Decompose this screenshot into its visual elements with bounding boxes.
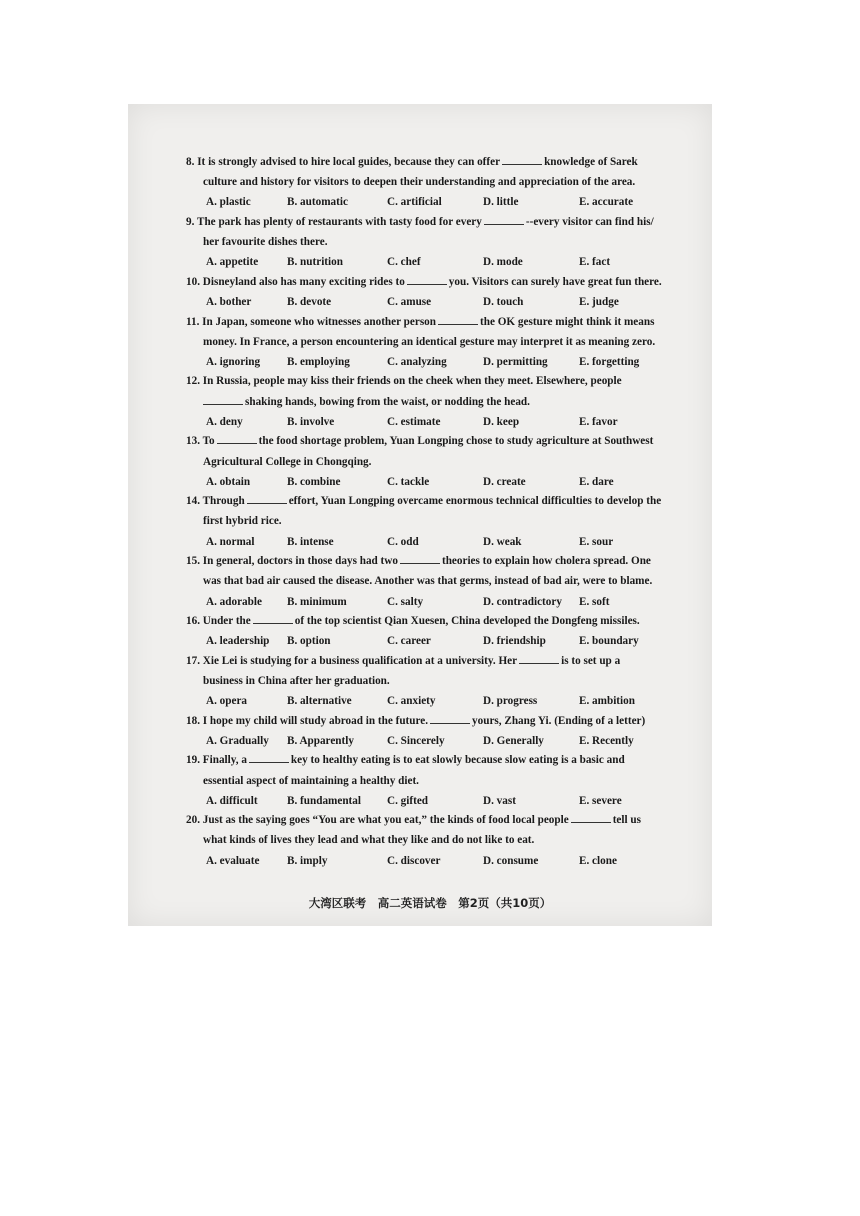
question-item bbox=[186, 711, 688, 751]
question-continuation bbox=[186, 452, 688, 472]
option-b: B. Apparently bbox=[287, 734, 354, 747]
option-d: D. mode bbox=[483, 256, 523, 269]
option-a: A. normal bbox=[206, 535, 255, 548]
answer-options bbox=[186, 292, 688, 312]
question-item bbox=[186, 551, 688, 611]
question-text: the food shortage problem, Yuan Longping chose to study agriculture at Southwest bbox=[258, 435, 654, 448]
answer-options bbox=[186, 472, 688, 492]
question-text: key to healthy eating is to eat slowly because slow eating is a basic and bbox=[290, 754, 625, 767]
question-text: yours, Zhang Yi. (Ending of a letter) bbox=[472, 714, 646, 727]
option-c: C. estimate bbox=[387, 415, 441, 428]
option-c: C. odd bbox=[387, 535, 419, 548]
question-text: Agricultural College in Chongqing. bbox=[203, 455, 372, 468]
question-item bbox=[186, 750, 688, 810]
question-number: 10. bbox=[186, 275, 200, 288]
option-a: A. difficult bbox=[206, 794, 258, 807]
question-continuation bbox=[186, 771, 688, 791]
page-footer: 大湾区联考 高二英语试卷 第2页（共10页） bbox=[308, 896, 552, 910]
question-item bbox=[186, 312, 688, 372]
option-c: C. gifted bbox=[387, 794, 429, 807]
question-stem bbox=[186, 750, 688, 770]
question-continuation bbox=[186, 511, 688, 531]
answer-options bbox=[186, 252, 688, 272]
option-b: B. involve bbox=[287, 415, 335, 428]
answer-blank bbox=[519, 652, 559, 664]
question-stem bbox=[186, 152, 688, 172]
question-text: shaking hands, bowing from the waist, or nodding the head. bbox=[245, 395, 530, 408]
option-b: B. employing bbox=[287, 355, 350, 368]
question-continuation bbox=[186, 332, 688, 352]
question-stem bbox=[186, 711, 688, 731]
option-c: C. tackle bbox=[387, 475, 430, 488]
question-number: 8. bbox=[186, 156, 195, 168]
question-stem bbox=[186, 431, 688, 451]
option-c: C. chef bbox=[387, 256, 421, 269]
option-d: D. progress bbox=[483, 695, 538, 708]
option-e: E. sour bbox=[579, 535, 614, 548]
answer-blank bbox=[407, 273, 447, 285]
option-c: C. artificial bbox=[387, 196, 442, 209]
option-d: D. weak bbox=[483, 535, 522, 548]
option-b: B. fundamental bbox=[287, 794, 361, 807]
question-continuation bbox=[186, 671, 688, 691]
question-text: is to set up a bbox=[561, 654, 621, 667]
question-number: 16. bbox=[186, 615, 200, 628]
answer-blank bbox=[203, 393, 243, 405]
answer-blank bbox=[400, 552, 440, 564]
question-stem bbox=[186, 272, 688, 292]
question-stem bbox=[186, 491, 688, 511]
question-number: 11. bbox=[186, 315, 200, 328]
answer-blank bbox=[502, 153, 542, 165]
answer-blank bbox=[484, 213, 524, 225]
question-text: business in China after her graduation. bbox=[203, 674, 390, 687]
question-continuation bbox=[186, 232, 688, 252]
option-b: B. alternative bbox=[287, 695, 352, 708]
question-continuation bbox=[186, 172, 688, 192]
option-c: C. salty bbox=[387, 595, 424, 608]
option-c: C. amuse bbox=[387, 296, 432, 309]
option-a: A. obtain bbox=[206, 475, 251, 488]
option-c: C. Sincerely bbox=[387, 734, 445, 747]
question-continuation bbox=[186, 392, 688, 412]
option-e: E. clone bbox=[579, 854, 617, 867]
option-b: B. devote bbox=[287, 296, 332, 309]
question-text: first hybrid rice. bbox=[203, 515, 282, 528]
answer-blank bbox=[438, 313, 478, 325]
question-stem bbox=[186, 371, 688, 391]
question-text: To bbox=[202, 435, 215, 448]
option-a: A. appetite bbox=[206, 256, 259, 269]
question-item bbox=[186, 212, 688, 272]
question-item bbox=[186, 491, 688, 551]
question-stem bbox=[186, 651, 688, 671]
option-d: D. permitting bbox=[483, 355, 548, 368]
option-e: E. Recently bbox=[579, 734, 634, 747]
option-d: D. little bbox=[483, 196, 519, 209]
option-e: E. severe bbox=[579, 794, 622, 807]
question-text: In Japan, someone who witnesses another person bbox=[202, 315, 436, 328]
question-text: essential aspect of maintaining a healthy diet. bbox=[203, 774, 419, 787]
question-text: The park has plenty of restaurants with tasty food for every bbox=[197, 215, 482, 228]
option-a: A. adorable bbox=[206, 595, 262, 608]
question-text: what kinds of lives they lead and what they like and do not like to eat. bbox=[203, 834, 535, 847]
option-b: B. combine bbox=[287, 475, 341, 488]
question-text: knowledge of Sarek bbox=[544, 156, 638, 168]
question-text: of the top scientist Qian Xuesen, China developed the Dongfeng missiles. bbox=[294, 615, 640, 628]
question-text: the OK gesture might think it means bbox=[480, 315, 655, 328]
option-c: C. career bbox=[387, 635, 431, 648]
question-text: In general, doctors in those days had two bbox=[202, 555, 398, 568]
question-item bbox=[186, 152, 688, 212]
question-stem bbox=[186, 810, 688, 830]
answer-options bbox=[186, 412, 688, 432]
question-stem bbox=[186, 312, 688, 332]
option-b: B. option bbox=[287, 635, 331, 648]
question-number: 17. bbox=[186, 654, 200, 667]
option-e: E. ambition bbox=[579, 695, 635, 708]
question-text: was that bad air caused the disease. Another was that germs, instead of bad air, were to blame. bbox=[203, 575, 653, 588]
question-item bbox=[186, 371, 688, 431]
option-a: A. leadership bbox=[206, 635, 270, 648]
option-e: E. favor bbox=[579, 415, 618, 428]
option-e: E. judge bbox=[579, 296, 619, 309]
question-text: Disneyland also has many exciting rides to bbox=[202, 275, 405, 288]
option-d: D. contradictory bbox=[483, 595, 562, 608]
question-number: 13. bbox=[186, 435, 200, 448]
option-a: A. opera bbox=[206, 695, 248, 708]
answer-blank bbox=[253, 612, 293, 624]
option-a: A. evaluate bbox=[206, 854, 260, 867]
question-text: culture and history for visitors to deepen their understanding and appreciation of the area. bbox=[203, 176, 636, 189]
question-number: 14. bbox=[186, 495, 200, 508]
question-number: 19. bbox=[186, 754, 200, 767]
option-a: A. deny bbox=[206, 415, 243, 428]
question-text: Under the bbox=[202, 615, 251, 628]
option-a: A. Gradually bbox=[206, 734, 269, 747]
question-text: her favourite dishes there. bbox=[203, 236, 328, 249]
option-c: C. anxiety bbox=[387, 695, 436, 708]
answer-options bbox=[186, 192, 688, 212]
option-a: A. plastic bbox=[206, 196, 251, 209]
option-d: D. touch bbox=[483, 296, 524, 309]
answer-options bbox=[186, 631, 688, 651]
question-item bbox=[186, 611, 688, 651]
question-number: 20. bbox=[186, 814, 200, 827]
option-d: D. vast bbox=[483, 794, 516, 807]
answer-options bbox=[186, 851, 688, 871]
option-a: A. ignoring bbox=[206, 355, 261, 368]
question-text: --every visitor can find his/ bbox=[525, 215, 654, 228]
option-e: E. forgetting bbox=[579, 355, 640, 368]
option-a: A. bother bbox=[206, 296, 252, 309]
question-list bbox=[186, 152, 688, 870]
option-d: D. Generally bbox=[483, 734, 544, 747]
option-d: D. keep bbox=[483, 415, 520, 428]
option-e: E. fact bbox=[579, 256, 611, 269]
option-b: B. intense bbox=[287, 535, 334, 548]
question-text: It is strongly advised to hire local guides, because they can offer bbox=[197, 156, 501, 168]
question-continuation bbox=[186, 571, 688, 591]
answer-blank bbox=[247, 492, 287, 504]
option-d: D. consume bbox=[483, 854, 539, 867]
option-d: D. create bbox=[483, 475, 526, 488]
question-stem bbox=[186, 551, 688, 571]
option-c: C. discover bbox=[387, 854, 441, 867]
question-stem bbox=[186, 212, 688, 232]
question-text: Through bbox=[202, 495, 245, 508]
question-text: I hope my child will study abroad in the future. bbox=[202, 714, 429, 727]
answer-options bbox=[186, 731, 688, 751]
answer-blank bbox=[217, 432, 257, 444]
question-item bbox=[186, 431, 688, 491]
answer-blank bbox=[249, 751, 289, 763]
option-e: E. dare bbox=[579, 475, 614, 488]
question-number: 9. bbox=[186, 215, 195, 228]
question-text: Just as the saying goes “You are what you eat,” the kinds of food local people bbox=[202, 814, 569, 827]
question-text: tell us bbox=[612, 814, 641, 827]
question-text: Finally, a bbox=[202, 754, 247, 767]
question-item bbox=[186, 651, 688, 711]
option-d: D. friendship bbox=[483, 635, 546, 648]
question-item bbox=[186, 272, 688, 312]
question-text: theories to explain how cholera spread. One bbox=[441, 555, 651, 568]
option-e: E. soft bbox=[579, 595, 610, 608]
answer-options bbox=[186, 791, 688, 811]
option-b: B. nutrition bbox=[287, 256, 343, 269]
question-text: Xie Lei is studying for a business qualification at a university. Her bbox=[202, 654, 518, 667]
question-text: In Russia, people may kiss their friends on the cheek when they meet. Elsewhere, people bbox=[202, 375, 622, 388]
question-number: 18. bbox=[186, 714, 200, 727]
question-text: effort, Yuan Longping overcame enormous technical difficulties to develop the bbox=[288, 495, 662, 508]
option-c: C. analyzing bbox=[387, 355, 447, 368]
question-stem bbox=[186, 611, 688, 631]
option-b: B. automatic bbox=[287, 196, 348, 209]
option-b: B. minimum bbox=[287, 595, 347, 608]
answer-blank bbox=[430, 712, 470, 724]
option-b: B. imply bbox=[287, 854, 328, 867]
answer-options bbox=[186, 592, 688, 612]
option-e: E. accurate bbox=[579, 196, 634, 209]
question-number: 12. bbox=[186, 375, 200, 388]
question-continuation bbox=[186, 830, 688, 850]
question-text: money. In France, a person encountering an identical gesture may interpret it as meaning zero. bbox=[203, 335, 656, 348]
answer-blank bbox=[571, 811, 611, 823]
answer-options bbox=[186, 532, 688, 552]
option-e: E. boundary bbox=[579, 635, 639, 648]
question-item bbox=[186, 810, 688, 870]
question-number: 15. bbox=[186, 555, 200, 568]
answer-options bbox=[186, 352, 688, 372]
question-text: you. Visitors can surely have great fun there. bbox=[448, 275, 662, 288]
answer-options bbox=[186, 691, 688, 711]
